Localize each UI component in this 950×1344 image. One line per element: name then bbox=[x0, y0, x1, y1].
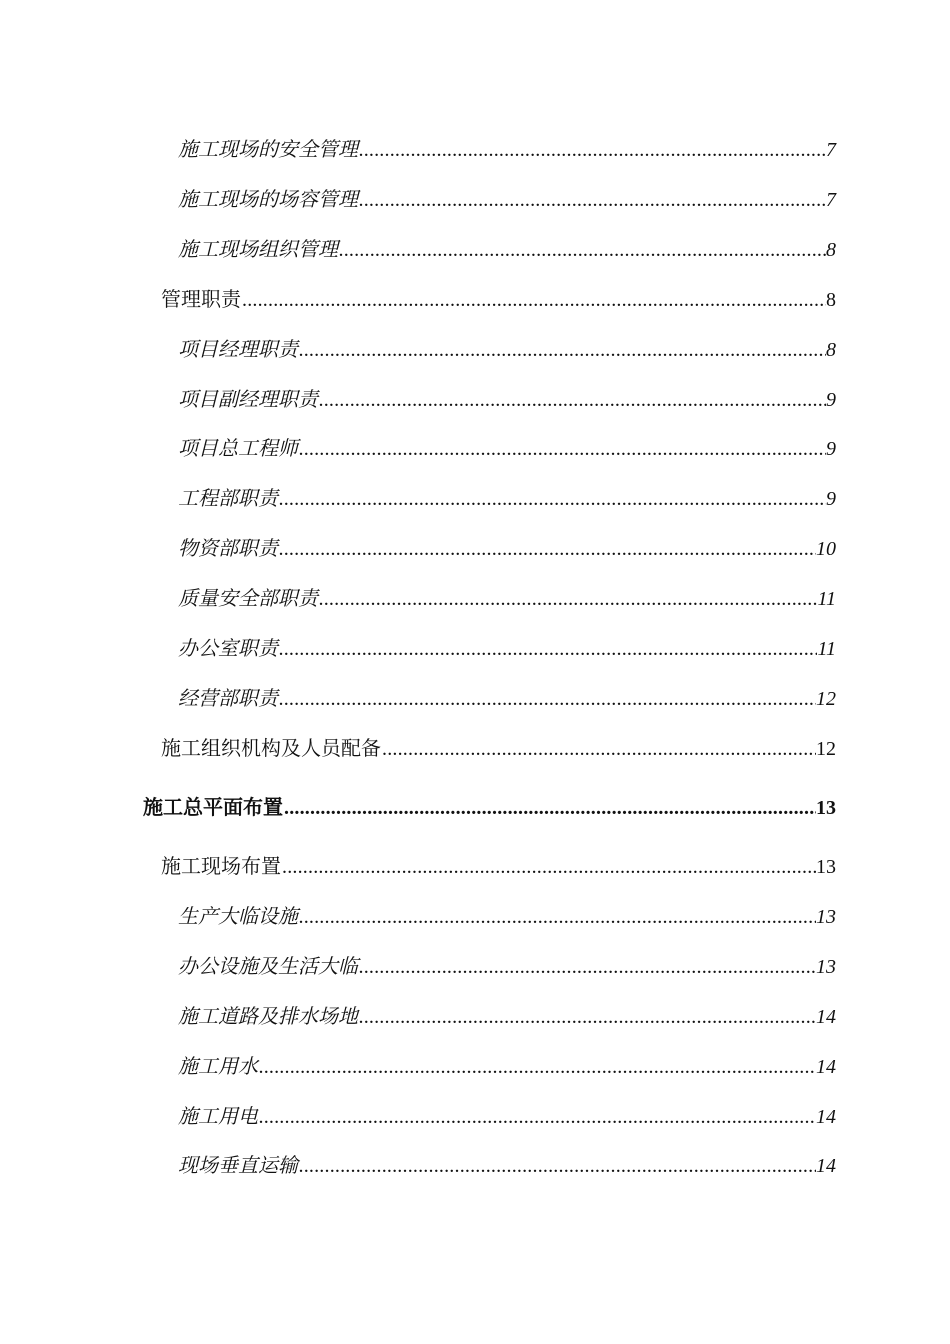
toc-entry-page: 10 bbox=[816, 538, 836, 560]
toc-entry-page: 13 bbox=[816, 797, 836, 819]
toc-dot-leader bbox=[279, 486, 826, 512]
toc-entry[interactable] bbox=[178, 586, 836, 612]
toc-dot-leader bbox=[359, 137, 826, 163]
toc-entry-page: 14 bbox=[816, 1155, 836, 1177]
toc-entry[interactable] bbox=[178, 636, 836, 662]
toc-entry[interactable] bbox=[178, 1104, 836, 1130]
toc-dot-leader bbox=[319, 387, 826, 413]
toc-dot-leader bbox=[279, 636, 817, 662]
toc-dot-leader bbox=[259, 1054, 816, 1080]
toc-dot-leader bbox=[299, 1153, 816, 1179]
toc-entry-page: 13 bbox=[816, 856, 836, 878]
toc-entry-title: 经营部职责 bbox=[178, 688, 278, 710]
toc-entry-title: 施工组织机构及人员配备 bbox=[161, 738, 381, 760]
toc-dot-leader bbox=[279, 536, 816, 562]
toc-entry-title: 项目经理职责 bbox=[178, 339, 298, 361]
toc-entry-title: 现场垂直运输 bbox=[178, 1155, 298, 1177]
toc-entry-page: 7 bbox=[826, 139, 836, 161]
toc-dot-leader bbox=[319, 586, 817, 612]
toc-entry-page: 14 bbox=[816, 1106, 836, 1128]
toc-entry[interactable] bbox=[178, 387, 836, 413]
toc-entry-page: 8 bbox=[826, 239, 836, 261]
toc-entry-title: 施工总平面布置 bbox=[143, 797, 283, 819]
toc-entry[interactable] bbox=[178, 536, 836, 562]
toc-entry-title: 质量安全部职责 bbox=[178, 588, 318, 610]
toc-entry-page: 11 bbox=[817, 588, 836, 610]
toc-entry[interactable] bbox=[178, 1004, 836, 1030]
toc-entry[interactable] bbox=[178, 1054, 836, 1080]
toc-entry-page: 14 bbox=[816, 1056, 836, 1078]
toc-entry-page: 8 bbox=[826, 339, 836, 361]
toc-entry-page: 12 bbox=[816, 738, 836, 760]
toc-entry[interactable] bbox=[178, 337, 836, 363]
toc-entry-page: 9 bbox=[826, 389, 836, 411]
toc-entry-title: 施工现场的场容管理 bbox=[178, 189, 358, 211]
toc-entry-title: 施工现场组织管理 bbox=[178, 239, 338, 261]
toc-dot-leader bbox=[279, 686, 816, 712]
toc-entry-title: 施工现场的安全管理 bbox=[178, 139, 358, 161]
toc-dot-leader bbox=[259, 1104, 816, 1130]
toc-dot-leader bbox=[382, 736, 816, 762]
toc-entry-title: 生产大临设施 bbox=[178, 906, 298, 928]
toc-entry-page: 9 bbox=[826, 438, 836, 460]
toc-dot-leader bbox=[299, 904, 816, 930]
toc-dot-leader bbox=[359, 954, 816, 980]
toc-entry[interactable] bbox=[161, 736, 836, 762]
toc-entry-title: 办公设施及生活大临 bbox=[178, 956, 358, 978]
toc-entry[interactable] bbox=[178, 137, 836, 163]
toc-entry-title: 物资部职责 bbox=[178, 538, 278, 560]
toc-entry-title: 办公室职责 bbox=[178, 638, 278, 660]
toc-entry-title: 施工用水 bbox=[178, 1056, 258, 1078]
toc-entry-page: 13 bbox=[816, 956, 836, 978]
toc-entry-page: 7 bbox=[826, 189, 836, 211]
toc-entry[interactable] bbox=[143, 795, 836, 821]
toc-entry[interactable] bbox=[178, 954, 836, 980]
toc-dot-leader bbox=[299, 337, 826, 363]
toc-entry[interactable] bbox=[178, 1153, 836, 1179]
toc-entry-title: 施工现场布置 bbox=[161, 856, 281, 878]
toc-entry-page: 9 bbox=[826, 488, 836, 510]
toc-entry-title: 施工道路及排水场地 bbox=[178, 1006, 358, 1028]
toc-dot-leader bbox=[359, 187, 826, 213]
toc-dot-leader bbox=[299, 436, 826, 462]
toc-entry[interactable] bbox=[161, 854, 836, 880]
toc-entry-title: 工程部职责 bbox=[178, 488, 278, 510]
toc-entry-title: 项目副经理职责 bbox=[178, 389, 318, 411]
toc-entry-title: 管理职责 bbox=[161, 289, 241, 311]
toc-entry[interactable] bbox=[178, 486, 836, 512]
toc-entry-title: 施工用电 bbox=[178, 1106, 258, 1128]
toc-entry[interactable] bbox=[178, 686, 836, 712]
toc-entry[interactable] bbox=[161, 287, 836, 313]
toc-dot-leader bbox=[339, 237, 826, 263]
toc-entry[interactable] bbox=[178, 436, 836, 462]
toc-entry-page: 13 bbox=[816, 906, 836, 928]
toc-entry[interactable] bbox=[178, 237, 836, 263]
toc-dot-leader bbox=[284, 795, 816, 821]
toc-entry[interactable] bbox=[178, 904, 836, 930]
toc-entry[interactable] bbox=[178, 187, 836, 213]
toc-dot-leader bbox=[282, 854, 816, 880]
toc-entry-page: 11 bbox=[817, 638, 836, 660]
toc-dot-leader bbox=[242, 287, 826, 313]
toc-dot-leader bbox=[359, 1004, 816, 1030]
toc-entry-page: 12 bbox=[816, 688, 836, 710]
toc-entry-page: 8 bbox=[826, 289, 836, 311]
toc-entry-title: 项目总工程师 bbox=[178, 438, 298, 460]
toc-entry-page: 14 bbox=[816, 1006, 836, 1028]
